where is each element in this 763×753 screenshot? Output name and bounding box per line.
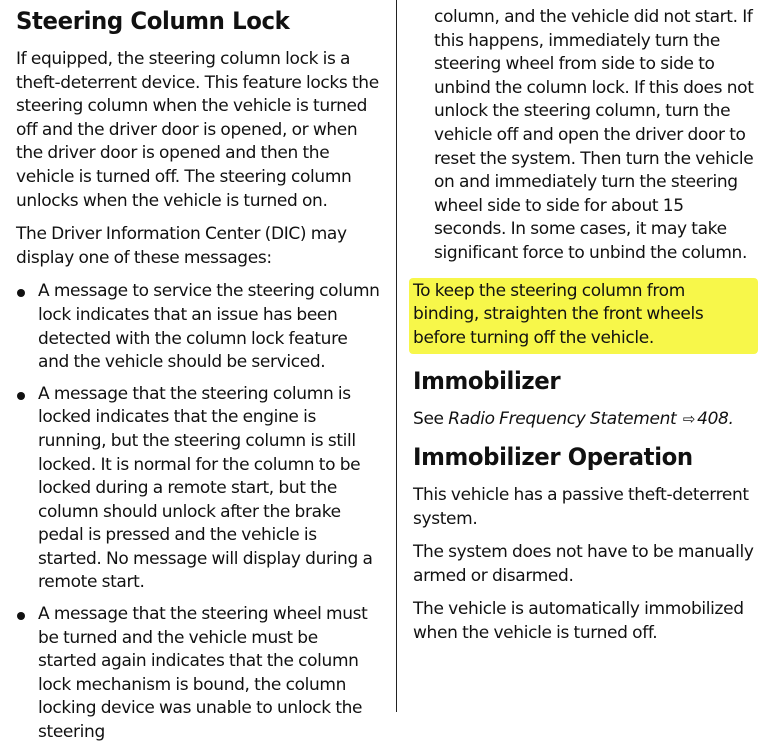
left-column <box>16 6 380 753</box>
steering-column-lock-heading: Steering Column Lock <box>16 7 290 35</box>
immobilizer-operation-para2: The system does not have to be manually armed or disarmed. <box>413 542 754 586</box>
dic-message-list <box>16 280 380 744</box>
list-item-text: A message that the steering column is locked indicates that the engine is running, but the steering column is still locked. It is normal for the column to be locked during a remote start, but the column should unlock after the brake pedal is pressed and the vehicle is started. No message will display during a remote start. <box>38 383 373 593</box>
list-item <box>16 603 380 745</box>
column-divider <box>396 0 397 712</box>
list-item-text: A message that the steering wheel must be turned and the vehicle must be started again indicates that the column lock mechanism is bound, the column locking device was unable to unlock the steering <box>38 604 368 743</box>
immobilizer-operation-heading: Immobilizer Operation <box>413 442 693 471</box>
dic-messages-intro: The Driver Information Center (DIC) may display one of these messages: <box>16 224 347 268</box>
highlighted-note: To keep the steering column from binding, straighten the front wheels before turning off the vehicle. <box>409 278 758 355</box>
see-prefix: See <box>413 409 444 430</box>
bullet-continuation: column, and the vehicle did not start. If this happens, immediately turn the steering wheel from side to side to unbind the column lock. If this does not unlock the steering column, turn the vehicle off and open the driver door to reset the system. Then turn the vehicle on and immediately turn the steering wheel side to side for about 15 seconds. In some cases, it may take significant force to unbind the column. <box>434 7 754 263</box>
list-item-text: A message to service the steering column lock indicates that an issue has been detected with the column lock feature and the vehicle should be serviced. <box>38 281 380 373</box>
list-item <box>16 280 380 374</box>
immobilizer-operation-para3: The vehicle is automatically immobilized when the vehicle is turned off. <box>413 599 744 643</box>
page-number[interactable]: 408. <box>697 409 734 430</box>
page-reference-arrow-icon: ⇨ <box>682 410 696 429</box>
bullet-icon <box>17 612 25 620</box>
list-item <box>16 383 380 595</box>
immobilizer-operation-para1: This vehicle has a passive theft-deterrent system. <box>413 484 749 529</box>
bullet-icon <box>17 392 25 400</box>
right-column <box>413 6 758 655</box>
radio-frequency-statement-link[interactable]: Radio Frequency Statement <box>448 409 677 430</box>
bullet-icon <box>17 289 25 297</box>
immobilizer-cross-reference <box>413 408 758 432</box>
steering-lock-description: If equipped, the steering column lock is a theft-deterrent device. This feature locks the steering column when the vehicle is turned off and the driver door is opened, or when the driver door is opened and then the vehicle is turned off. The steering column unlocks when the vehicle is turned on. <box>16 49 379 211</box>
immobilizer-heading: Immobilizer <box>413 367 561 396</box>
